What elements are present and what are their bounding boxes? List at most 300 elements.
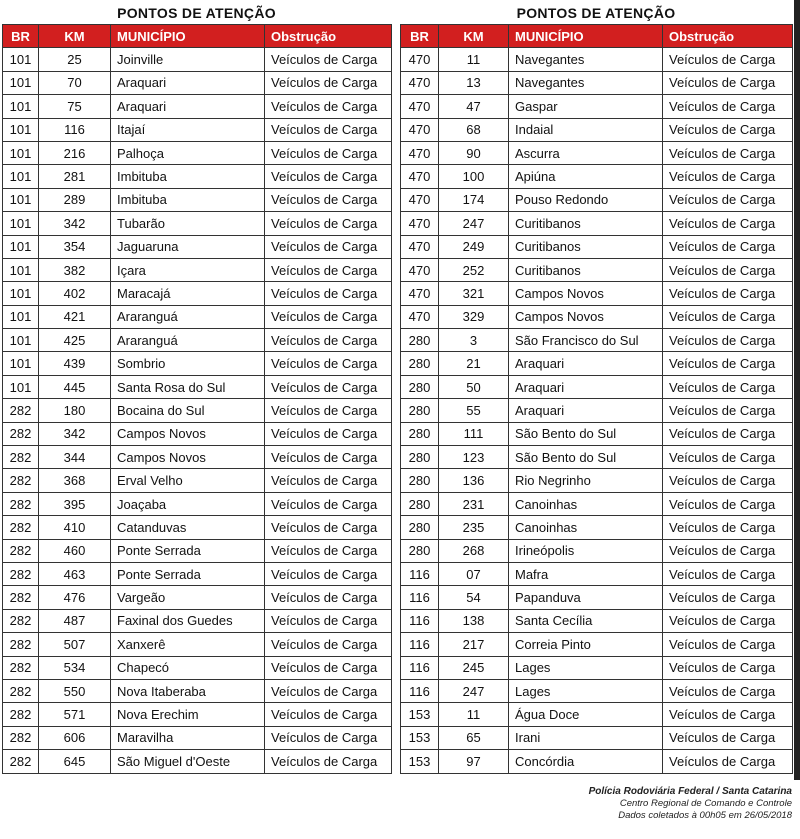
cell-br: 282 <box>3 422 39 445</box>
cell-obstrucao: Veículos de Carga <box>663 586 793 609</box>
cell-municipio: Campos Novos <box>509 305 663 328</box>
table-row <box>401 469 793 492</box>
cell-br: 282 <box>3 609 39 632</box>
cell-km: 645 <box>39 750 111 773</box>
cell-obstrucao: Veículos de Carga <box>663 258 793 281</box>
cell-obstrucao: Veículos de Carga <box>265 703 392 726</box>
cell-municipio: Joinville <box>111 48 265 71</box>
cell-obstrucao: Veículos de Carga <box>265 492 392 515</box>
table-row <box>3 750 392 773</box>
cell-km: 354 <box>39 235 111 258</box>
cell-br: 282 <box>3 656 39 679</box>
cell-municipio: Araquari <box>509 399 663 422</box>
cell-km: 487 <box>39 609 111 632</box>
cell-br: 116 <box>401 609 439 632</box>
cell-obstrucao: Veículos de Carga <box>663 656 793 679</box>
cell-br: 280 <box>401 375 439 398</box>
cell-br: 470 <box>401 258 439 281</box>
cell-km: 216 <box>39 141 111 164</box>
table-row <box>401 235 793 258</box>
cell-obstrucao: Veículos de Carga <box>663 539 793 562</box>
cell-obstrucao: Veículos de Carga <box>265 446 392 469</box>
table-row <box>3 141 392 164</box>
table-row <box>401 422 793 445</box>
cell-obstrucao: Veículos de Carga <box>265 235 392 258</box>
cell-km: 123 <box>439 446 509 469</box>
cell-obstrucao: Veículos de Carga <box>265 95 392 118</box>
cell-km: 100 <box>439 165 509 188</box>
table-row <box>401 71 793 94</box>
table-row <box>401 516 793 539</box>
cell-km: 368 <box>39 469 111 492</box>
cell-municipio: Araquari <box>509 375 663 398</box>
cell-obstrucao: Veículos de Carga <box>265 422 392 445</box>
cell-municipio: Araquari <box>111 71 265 94</box>
cell-br: 101 <box>3 258 39 281</box>
header-municipio: MUNICÍPIO <box>509 25 663 48</box>
table-row <box>3 212 392 235</box>
header-km: KM <box>39 25 111 48</box>
cell-obstrucao: Veículos de Carga <box>265 609 392 632</box>
cell-km: 476 <box>39 586 111 609</box>
table-row <box>3 703 392 726</box>
cell-obstrucao: Veículos de Carga <box>265 586 392 609</box>
cell-municipio: Mafra <box>509 562 663 585</box>
header-br: BR <box>401 25 439 48</box>
cell-br: 470 <box>401 212 439 235</box>
cell-br: 470 <box>401 48 439 71</box>
cell-km: 445 <box>39 375 111 398</box>
cell-br: 101 <box>3 141 39 164</box>
cell-municipio: Irineópolis <box>509 539 663 562</box>
cell-br: 282 <box>3 586 39 609</box>
cell-br: 282 <box>3 399 39 422</box>
table-row <box>401 305 793 328</box>
table-row <box>401 586 793 609</box>
cell-municipio: Içara <box>111 258 265 281</box>
cell-br: 116 <box>401 656 439 679</box>
cell-br: 116 <box>401 586 439 609</box>
cell-km: 382 <box>39 258 111 281</box>
cell-km: 421 <box>39 305 111 328</box>
cell-municipio: São Francisco do Sul <box>509 329 663 352</box>
cell-km: 550 <box>39 679 111 702</box>
cell-obstrucao: Veículos de Carga <box>663 71 793 94</box>
cell-obstrucao: Veículos de Carga <box>265 679 392 702</box>
cell-br: 101 <box>3 48 39 71</box>
table-row <box>3 492 392 515</box>
cell-br: 280 <box>401 329 439 352</box>
cell-obstrucao: Veículos de Carga <box>265 352 392 375</box>
cell-br: 101 <box>3 352 39 375</box>
table-row <box>401 703 793 726</box>
cell-municipio: Curitibanos <box>509 258 663 281</box>
cell-km: 68 <box>439 118 509 141</box>
table-row <box>3 656 392 679</box>
cell-km: 321 <box>439 282 509 305</box>
cell-municipio: Maravilha <box>111 726 265 749</box>
cell-km: 65 <box>439 726 509 749</box>
cell-municipio: Araquari <box>111 95 265 118</box>
cell-obstrucao: Veículos de Carga <box>663 282 793 305</box>
table-row <box>3 118 392 141</box>
cell-obstrucao: Veículos de Carga <box>265 71 392 94</box>
table-row <box>401 188 793 211</box>
cell-obstrucao: Veículos de Carga <box>265 258 392 281</box>
cell-km: 11 <box>439 48 509 71</box>
cell-br: 470 <box>401 165 439 188</box>
table-row <box>401 633 793 656</box>
table-row <box>3 633 392 656</box>
table-row <box>3 282 392 305</box>
cell-br: 282 <box>3 562 39 585</box>
table-row <box>3 329 392 352</box>
cell-municipio: Campos Novos <box>111 422 265 445</box>
cell-municipio: Itajaí <box>111 118 265 141</box>
cell-obstrucao: Veículos de Carga <box>265 165 392 188</box>
cell-br: 282 <box>3 446 39 469</box>
cell-km: 281 <box>39 165 111 188</box>
cell-obstrucao: Veículos de Carga <box>663 165 793 188</box>
cell-municipio: Irani <box>509 726 663 749</box>
cell-km: 180 <box>39 399 111 422</box>
cell-obstrucao: Veículos de Carga <box>663 375 793 398</box>
cell-br: 282 <box>3 633 39 656</box>
cell-obstrucao: Veículos de Carga <box>663 95 793 118</box>
cell-municipio: Araranguá <box>111 329 265 352</box>
table-row <box>401 609 793 632</box>
cell-municipio: Sombrio <box>111 352 265 375</box>
cell-br: 280 <box>401 492 439 515</box>
cell-km: 410 <box>39 516 111 539</box>
cell-km: 07 <box>439 562 509 585</box>
cell-km: 247 <box>439 212 509 235</box>
cell-br: 101 <box>3 305 39 328</box>
cell-km: 606 <box>39 726 111 749</box>
cell-br: 153 <box>401 703 439 726</box>
table-row <box>3 235 392 258</box>
cell-km: 329 <box>439 305 509 328</box>
table-row <box>401 375 793 398</box>
cell-municipio: Correia Pinto <box>509 633 663 656</box>
cell-obstrucao: Veículos de Carga <box>265 750 392 773</box>
cell-municipio: Lages <box>509 656 663 679</box>
right-table-body <box>401 48 793 773</box>
cell-km: 90 <box>439 141 509 164</box>
cell-municipio: Papanduva <box>509 586 663 609</box>
cell-obstrucao: Veículos de Carga <box>663 118 793 141</box>
cell-obstrucao: Veículos de Carga <box>265 516 392 539</box>
header-km: KM <box>439 25 509 48</box>
table-row <box>3 48 392 71</box>
cell-municipio: Tubarão <box>111 212 265 235</box>
cell-br: 470 <box>401 282 439 305</box>
left-panel-title: PONTOS DE ATENÇÃO <box>117 5 276 21</box>
cell-municipio: Água Doce <box>509 703 663 726</box>
cell-km: 97 <box>439 750 509 773</box>
cell-br: 470 <box>401 71 439 94</box>
table-row <box>3 305 392 328</box>
cell-municipio: Santa Cecília <box>509 609 663 632</box>
table-row <box>401 679 793 702</box>
cell-km: 11 <box>439 703 509 726</box>
cell-br: 101 <box>3 212 39 235</box>
cell-obstrucao: Veículos de Carga <box>265 118 392 141</box>
cell-br: 470 <box>401 188 439 211</box>
cell-obstrucao: Veículos de Carga <box>663 305 793 328</box>
cell-municipio: Curitibanos <box>509 212 663 235</box>
table-row <box>401 212 793 235</box>
cell-obstrucao: Veículos de Carga <box>663 422 793 445</box>
table-row <box>401 118 793 141</box>
cell-municipio: Campos Novos <box>111 446 265 469</box>
cell-km: 249 <box>439 235 509 258</box>
footer-credits <box>589 786 792 822</box>
cell-municipio: São Miguel d'Oeste <box>111 750 265 773</box>
table-row <box>3 562 392 585</box>
table-row <box>3 258 392 281</box>
cell-obstrucao: Veículos de Carga <box>265 188 392 211</box>
cell-km: 571 <box>39 703 111 726</box>
table-row <box>401 282 793 305</box>
cell-km: 75 <box>39 95 111 118</box>
cell-obstrucao: Veículos de Carga <box>265 305 392 328</box>
cell-br: 280 <box>401 446 439 469</box>
cell-br: 101 <box>3 375 39 398</box>
table-row <box>401 726 793 749</box>
table-row <box>3 95 392 118</box>
cell-obstrucao: Veículos de Carga <box>265 469 392 492</box>
cell-br: 280 <box>401 516 439 539</box>
cell-obstrucao: Veículos de Carga <box>265 282 392 305</box>
cell-municipio: Indaial <box>509 118 663 141</box>
cell-br: 153 <box>401 750 439 773</box>
cell-km: 174 <box>439 188 509 211</box>
cell-obstrucao: Veículos de Carga <box>663 212 793 235</box>
cell-km: 54 <box>439 586 509 609</box>
table-row <box>401 48 793 71</box>
cell-km: 111 <box>439 422 509 445</box>
cell-municipio: Bocaina do Sul <box>111 399 265 422</box>
cell-br: 280 <box>401 539 439 562</box>
cell-br: 280 <box>401 399 439 422</box>
cell-obstrucao: Veículos de Carga <box>663 679 793 702</box>
table-row <box>401 656 793 679</box>
cell-br: 101 <box>3 71 39 94</box>
cell-obstrucao: Veículos de Carga <box>265 329 392 352</box>
footer-agency: Polícia Rodoviária Federal / Santa Catarina <box>588 786 792 797</box>
cell-br: 282 <box>3 539 39 562</box>
cell-obstrucao: Veículos de Carga <box>265 375 392 398</box>
cell-obstrucao: Veículos de Carga <box>663 469 793 492</box>
table-row <box>401 446 793 469</box>
cell-obstrucao: Veículos de Carga <box>265 726 392 749</box>
cell-br: 282 <box>3 492 39 515</box>
cell-obstrucao: Veículos de Carga <box>265 539 392 562</box>
cell-km: 289 <box>39 188 111 211</box>
cell-br: 153 <box>401 726 439 749</box>
cell-br: 282 <box>3 516 39 539</box>
header-obstrucao: Obstrução <box>265 25 392 48</box>
cell-municipio: São Bento do Sul <box>509 422 663 445</box>
cell-km: 50 <box>439 375 509 398</box>
header-br: BR <box>3 25 39 48</box>
cell-km: 235 <box>439 516 509 539</box>
cell-br: 101 <box>3 188 39 211</box>
cell-obstrucao: Veículos de Carga <box>265 212 392 235</box>
cell-br: 282 <box>3 726 39 749</box>
cell-municipio: Canoinhas <box>509 492 663 515</box>
table-row <box>401 562 793 585</box>
cell-municipio: Ponte Serrada <box>111 562 265 585</box>
left-panel <box>2 3 391 774</box>
cell-br: 280 <box>401 469 439 492</box>
cell-municipio: Santa Rosa do Sul <box>111 375 265 398</box>
cell-obstrucao: Veículos de Carga <box>265 141 392 164</box>
cell-municipio: Pouso Redondo <box>509 188 663 211</box>
cell-municipio: Curitibanos <box>509 235 663 258</box>
cell-obstrucao: Veículos de Carga <box>663 329 793 352</box>
cell-km: 70 <box>39 71 111 94</box>
cell-municipio: Rio Negrinho <box>509 469 663 492</box>
cell-obstrucao: Veículos de Carga <box>663 141 793 164</box>
cell-obstrucao: Veículos de Carga <box>663 562 793 585</box>
table-row <box>401 352 793 375</box>
cell-obstrucao: Veículos de Carga <box>663 726 793 749</box>
table-row <box>3 446 392 469</box>
table-row <box>3 469 392 492</box>
cell-km: 245 <box>439 656 509 679</box>
right-edge-shadow <box>794 0 800 780</box>
table-row <box>401 492 793 515</box>
cell-municipio: Vargeão <box>111 586 265 609</box>
cell-br: 116 <box>401 679 439 702</box>
cell-km: 439 <box>39 352 111 375</box>
cell-obstrucao: Veículos de Carga <box>663 750 793 773</box>
cell-obstrucao: Veículos de Carga <box>663 235 793 258</box>
cell-municipio: Lages <box>509 679 663 702</box>
cell-km: 21 <box>439 352 509 375</box>
table-row <box>3 726 392 749</box>
cell-municipio: Araranguá <box>111 305 265 328</box>
cell-br: 280 <box>401 352 439 375</box>
cell-municipio: Nova Erechim <box>111 703 265 726</box>
cell-municipio: Gaspar <box>509 95 663 118</box>
cell-municipio: São Bento do Sul <box>509 446 663 469</box>
cell-br: 282 <box>3 679 39 702</box>
cell-obstrucao: Veículos de Carga <box>663 188 793 211</box>
cell-municipio: Concórdia <box>509 750 663 773</box>
cell-km: 3 <box>439 329 509 352</box>
cell-municipio: Navegantes <box>509 48 663 71</box>
cell-br: 101 <box>3 282 39 305</box>
cell-km: 231 <box>439 492 509 515</box>
cell-km: 138 <box>439 609 509 632</box>
table-row <box>3 399 392 422</box>
cell-br: 282 <box>3 703 39 726</box>
table-row <box>3 188 392 211</box>
cell-km: 268 <box>439 539 509 562</box>
cell-km: 534 <box>39 656 111 679</box>
cell-br: 470 <box>401 305 439 328</box>
cell-municipio: Faxinal dos Guedes <box>111 609 265 632</box>
cell-km: 47 <box>439 95 509 118</box>
cell-br: 101 <box>3 118 39 141</box>
left-table-body <box>3 48 392 773</box>
cell-municipio: Navegantes <box>509 71 663 94</box>
cell-km: 55 <box>439 399 509 422</box>
cell-municipio: Palhoça <box>111 141 265 164</box>
table-row <box>3 679 392 702</box>
cell-obstrucao: Veículos de Carga <box>663 492 793 515</box>
cell-br: 101 <box>3 95 39 118</box>
right-panel <box>400 3 792 774</box>
cell-municipio: Ponte Serrada <box>111 539 265 562</box>
cell-municipio: Maracajá <box>111 282 265 305</box>
cell-km: 460 <box>39 539 111 562</box>
cell-br: 280 <box>401 422 439 445</box>
cell-km: 342 <box>39 422 111 445</box>
cell-municipio: Nova Itaberaba <box>111 679 265 702</box>
left-table-header-row <box>3 25 392 48</box>
cell-km: 395 <box>39 492 111 515</box>
cell-obstrucao: Veículos de Carga <box>663 48 793 71</box>
right-table <box>400 24 793 774</box>
cell-km: 13 <box>439 71 509 94</box>
cell-obstrucao: Veículos de Carga <box>265 656 392 679</box>
cell-municipio: Ascurra <box>509 141 663 164</box>
cell-obstrucao: Veículos de Carga <box>663 352 793 375</box>
left-table <box>2 24 392 774</box>
cell-br: 470 <box>401 95 439 118</box>
cell-municipio: Chapecó <box>111 656 265 679</box>
cell-km: 507 <box>39 633 111 656</box>
table-row <box>401 399 793 422</box>
cell-municipio: Campos Novos <box>509 282 663 305</box>
cell-municipio: Imbituba <box>111 165 265 188</box>
cell-municipio: Joaçaba <box>111 492 265 515</box>
cell-municipio: Apiúna <box>509 165 663 188</box>
table-row <box>401 258 793 281</box>
cell-municipio: Araquari <box>509 352 663 375</box>
table-row <box>401 165 793 188</box>
table-row <box>401 95 793 118</box>
footer-center: Centro Regional de Comando e Controle <box>619 798 792 809</box>
cell-br: 101 <box>3 329 39 352</box>
table-row <box>3 352 392 375</box>
table-row <box>3 375 392 398</box>
cell-obstrucao: Veículos de Carga <box>663 703 793 726</box>
cell-obstrucao: Veículos de Carga <box>265 633 392 656</box>
cell-br: 101 <box>3 235 39 258</box>
cell-km: 136 <box>439 469 509 492</box>
cell-br: 116 <box>401 633 439 656</box>
table-row <box>401 750 793 773</box>
cell-obstrucao: Veículos de Carga <box>265 48 392 71</box>
table-row <box>3 71 392 94</box>
cell-obstrucao: Veículos de Carga <box>663 609 793 632</box>
cell-municipio: Jaguaruna <box>111 235 265 258</box>
header-obstrucao: Obstrução <box>663 25 793 48</box>
cell-br: 470 <box>401 141 439 164</box>
table-row <box>3 422 392 445</box>
table-row <box>3 609 392 632</box>
cell-obstrucao: Veículos de Carga <box>265 399 392 422</box>
header-municipio: MUNICÍPIO <box>111 25 265 48</box>
footer-collected: Dados coletados à 00h05 em 26/05/2018 <box>618 810 792 821</box>
cell-km: 402 <box>39 282 111 305</box>
cell-km: 463 <box>39 562 111 585</box>
